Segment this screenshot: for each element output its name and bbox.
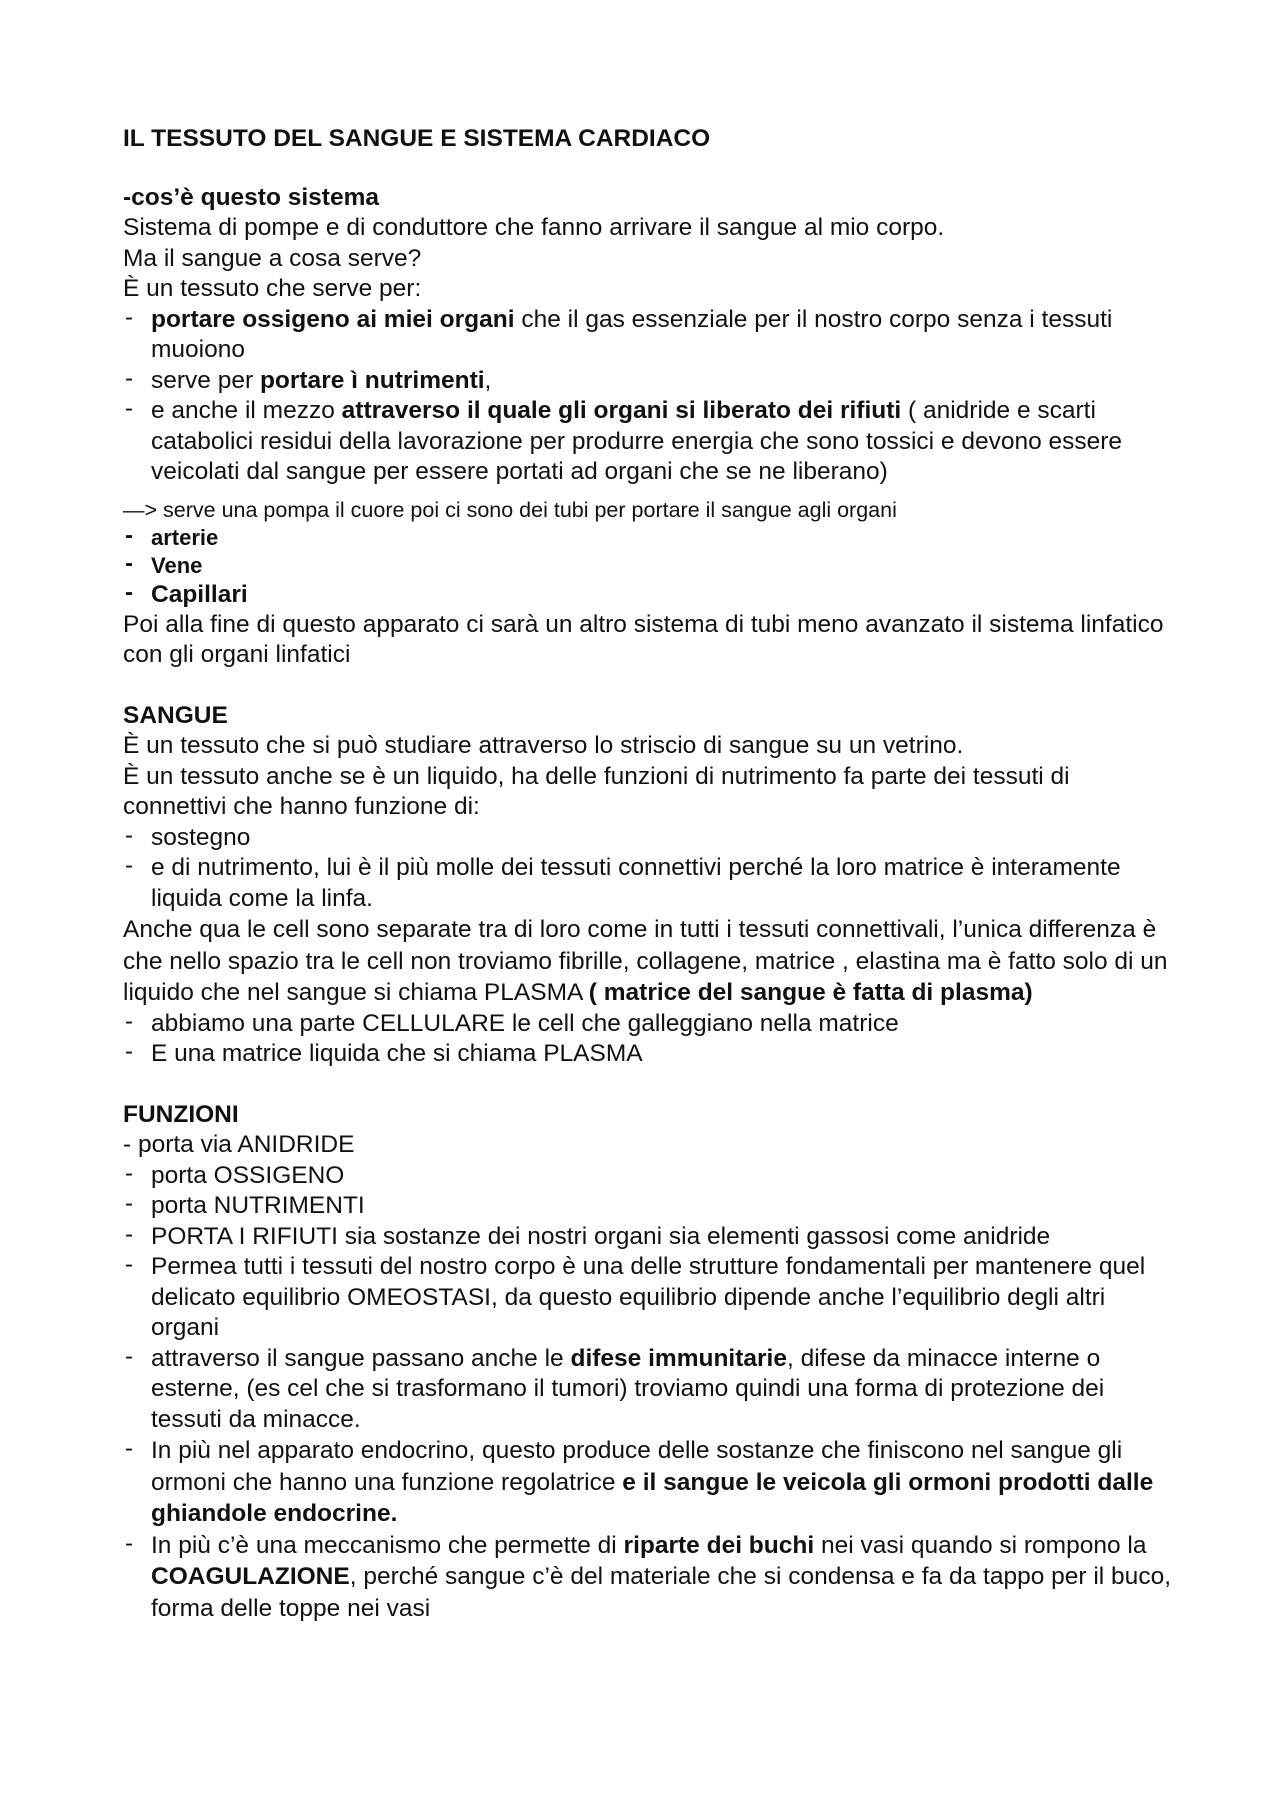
intro-heading: -cos’è questo sistema — [123, 183, 379, 211]
list-item: - In più nel apparato endocrino, questo produce delle sostanze che finiscono nel sangue gli ormoni che hanno una funzione regolatrice e il sangue le veicola gli ormoni prodotti dalle ghiandole endocrine. — [123, 1435, 1173, 1530]
list-item: - Vene — [123, 552, 1173, 580]
list-item: - E una matrice liquida che si chiama PLASMA — [123, 1039, 1173, 1070]
sangue-p1: È un tessuto che si può studiare attraverso lo striscio di sangue su un vetrino. — [123, 732, 964, 759]
list-item: - sostegno — [123, 823, 1173, 854]
document-page — [123, 124, 1173, 1624]
list-item: - Permea tutti i tessuti del nostro corpo è una delle strutture fondamentali per mantenere quel delicato equilibrio OMEOSTASI, da questo equilibrio dipende anche l’equilibrio degli altri organi — [123, 1252, 1173, 1344]
list-item: - serve per portare ì nutrimenti, — [123, 366, 1173, 397]
list-item: - Capillari — [123, 580, 1173, 610]
funzioni-heading: FUNZIONI — [123, 1100, 239, 1128]
intro-list — [123, 305, 1173, 488]
sangue-list-2 — [123, 1009, 1173, 1070]
list-item: - In più c’è una meccanismo che permette di riparte dei buchi nei vasi quando si rompono la COAGULAZIONE, perché sangue c’è del materiale che si condensa e fa da tappo per il buco, forma delle toppe nei vasi — [123, 1530, 1173, 1625]
intro-line-1: Sistema di pompe e di conduttore che fanno arrivare il sangue al mio corpo. — [123, 214, 945, 241]
vessel-list — [123, 524, 1173, 610]
pump-closing: Poi alla fine di questo apparato ci sarà un altro sistema di tubi meno avanzato il sistema linfatico con gli organi linfatici — [123, 610, 1164, 668]
funzioni-first: - porta via ANIDRIDE — [123, 1131, 355, 1158]
list-item: - attraverso il sangue passano anche le difese immunitarie, difese da minacce interne o esterne, (es cel che si trasformano il tumori) troviamo quindi una forma di protezione dei tessuti da minacce. — [123, 1344, 1173, 1436]
list-item: - PORTA I RIFIUTI sia sostanze dei nostri organi sia elementi gassosi come anidride — [123, 1222, 1173, 1253]
funzioni-list — [123, 1161, 1173, 1625]
list-item: - abbiamo una parte CELLULARE le cell che galleggiano nella matrice — [123, 1009, 1173, 1040]
list-item: - e di nutrimento, lui è il più molle dei tessuti connettivi perché la loro matrice è interamente liquida come la linfa. — [123, 853, 1173, 914]
intro-line-2: Ma il sangue a cosa serve? — [123, 244, 422, 272]
pump-line: —> serve una pompa il cuore poi ci sono dei tubi per portare il sangue agli organi — [123, 497, 897, 522]
document-title: IL TESSUTO DEL SANGUE E SISTEMA CARDIACO — [123, 125, 711, 152]
list-item: - e anche il mezzo attraverso il quale gli organi si liberato dei rifiuti ( anidride e scarti catabolici residui della lavorazione per produrre energia che sono tossici e devono essere veicolati dal sangue per essere portati ad organi che se ne liberano) — [123, 396, 1173, 488]
sangue-p3: Anche qua le cell sono separate tra di loro come in tutti i tessuti connettivali, l’unica differenza è che nello spazio tra le cell non troviamo fibrille, collagene, matrice , elastina ma è fatto solo di un liquido che nel sangue si chiama PLASMA ( matrice del sangue è fatta di plasma) — [123, 916, 1168, 1006]
list-item: - portare ossigeno ai miei organi che il gas essenziale per il nostro corpo senza i tessuti muoiono — [123, 305, 1173, 366]
sangue-list — [123, 823, 1173, 915]
list-item: - porta OSSIGENO — [123, 1161, 1173, 1192]
sangue-p2: È un tessuto anche se è un liquido, ha delle funzioni di nutrimento fa parte dei tessuti di connettivi che hanno funzione di: — [123, 762, 1070, 820]
list-item: - porta NUTRIMENTI — [123, 1191, 1173, 1222]
intro-line-3: È un tessuto che serve per: — [123, 275, 422, 302]
list-item: - arterie — [123, 524, 1173, 552]
sangue-heading: SANGUE — [123, 701, 228, 729]
